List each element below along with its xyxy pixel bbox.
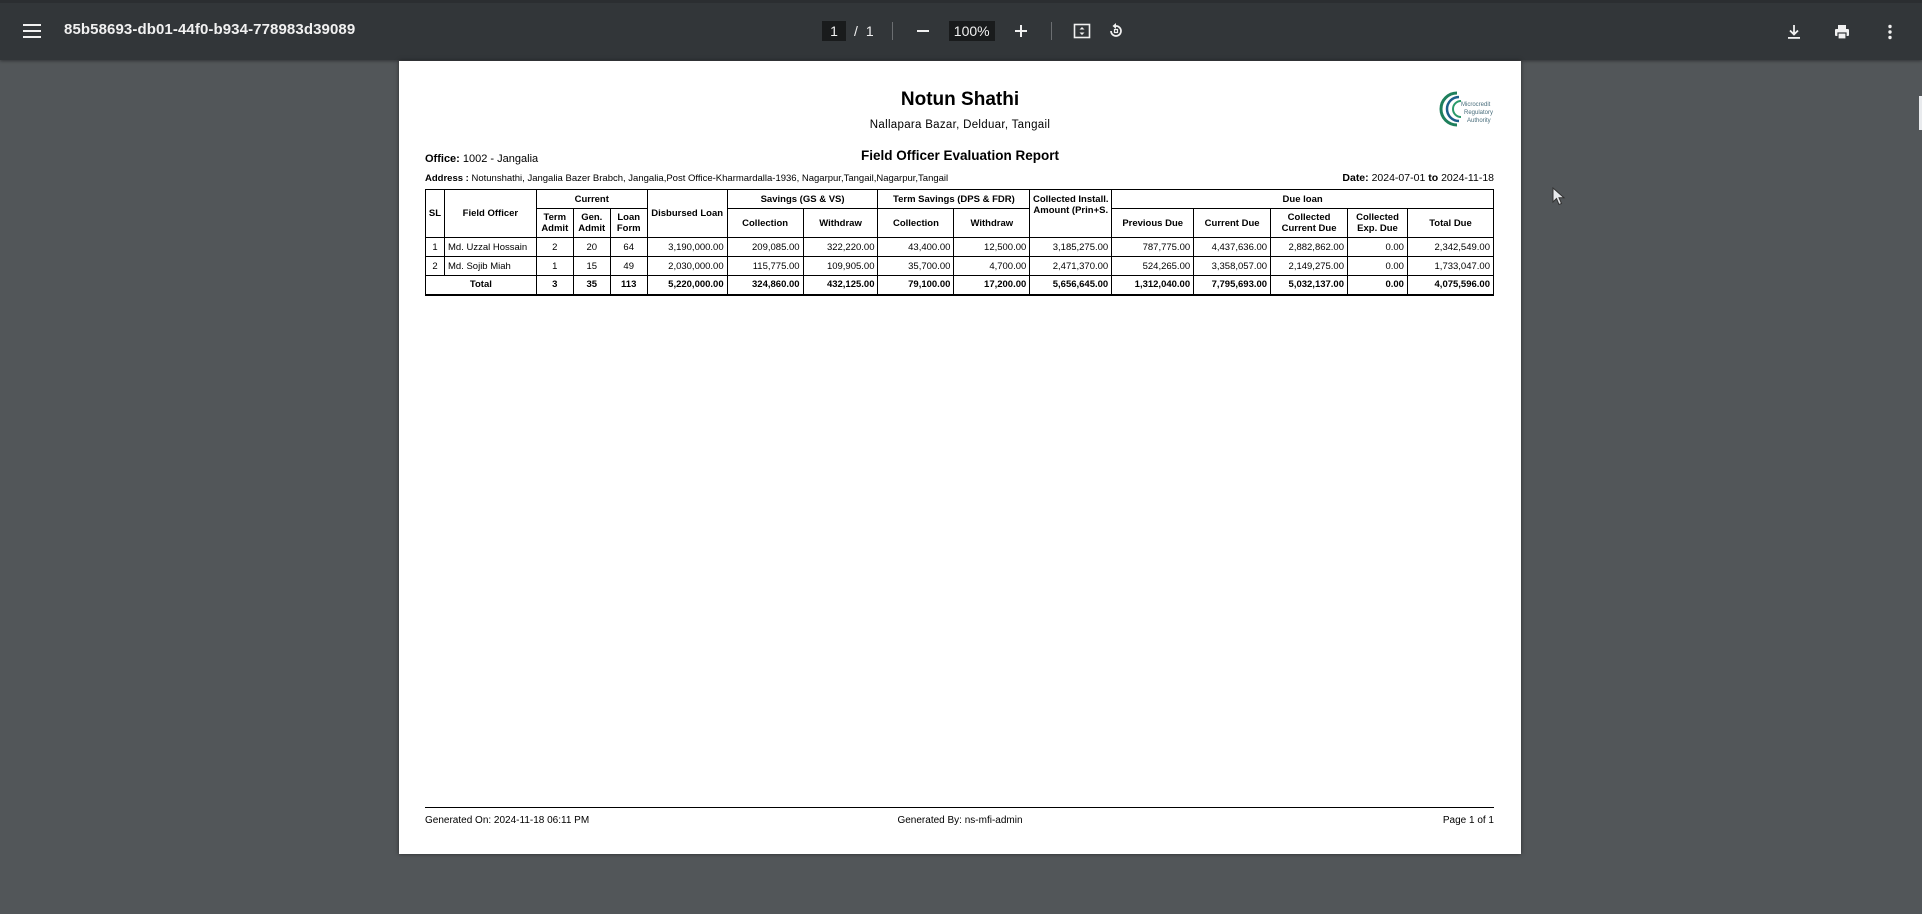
- header-total-due: Total Due: [1407, 209, 1493, 238]
- table-row: [426, 238, 1494, 257]
- mra-logo-icon: [1437, 87, 1495, 131]
- header-sl: SL: [426, 190, 445, 238]
- total-savings-collection: 324,860.00: [727, 276, 803, 295]
- header-savings-collection: Collection: [727, 209, 803, 238]
- cell-current-due: 4,437,636.00: [1194, 238, 1271, 257]
- header-savings: Savings (GS & VS): [727, 190, 878, 209]
- total-collected-current-due: 5,032,137.00: [1271, 276, 1348, 295]
- total-disbursed-loan: 5,220,000.00: [647, 276, 727, 295]
- total-previous-due: 1,312,040.00: [1112, 276, 1194, 295]
- page-total: 1: [865, 23, 874, 39]
- total-gen-admit: 35: [573, 276, 610, 295]
- cell-collected-current-due: 2,882,862.00: [1271, 238, 1348, 257]
- date-to: 2024-11-18: [1441, 172, 1494, 184]
- total-loan-form: 113: [610, 276, 647, 295]
- toolbar-right-controls: [1782, 20, 1902, 44]
- total-current-due: 7,795,693.00: [1194, 276, 1271, 295]
- cell-disbursed-loan: 3,190,000.00: [647, 238, 727, 257]
- generated-by: Generated By: ns-mfi-admin: [897, 815, 1023, 826]
- document-title: 85b58693-db01-44f0-b934-778983d39089: [64, 21, 356, 38]
- header-disbursed-loan: Disbursed Loan: [647, 190, 727, 238]
- cell-gen-admit: 15: [573, 257, 610, 276]
- total-collected-install: 5,656,645.00: [1030, 276, 1112, 295]
- evaluation-table: [425, 189, 1494, 296]
- cell-previous-due: 787,775.00: [1112, 238, 1194, 257]
- header-term-savings: Term Savings (DPS & FDR): [878, 190, 1030, 209]
- rotate-icon[interactable]: [1104, 19, 1128, 43]
- cell-term-admit: 2: [536, 238, 573, 257]
- header-previous-due: Previous Due: [1112, 209, 1194, 238]
- cell-savings-collection: 115,775.00: [727, 257, 803, 276]
- cell-collected-exp-due: 0.00: [1348, 257, 1408, 276]
- total-total-due: 4,075,596.00: [1407, 276, 1493, 295]
- logo-text-3: Authority: [1467, 118, 1491, 124]
- cell-savings-withdraw: 109,905.00: [803, 257, 878, 276]
- cell-total-due: 1,733,047.00: [1407, 257, 1493, 276]
- logo-text-1: Microcredit: [1461, 102, 1491, 108]
- cell-term-collection: 43,400.00: [878, 238, 954, 257]
- total-term-withdraw: 17,200.00: [954, 276, 1030, 295]
- cell-disbursed-loan: 2,030,000.00: [647, 257, 727, 276]
- cell-field-officer: Md. Uzzal Hossain: [444, 238, 536, 257]
- cell-field-officer: Md. Sojib Miah: [444, 257, 536, 276]
- organization-name: Notun Shathi: [900, 89, 1020, 110]
- cell-term-admit: 1: [536, 257, 573, 276]
- zoom-out-icon[interactable]: [911, 19, 935, 43]
- toolbar-center-controls: [822, 18, 1128, 44]
- cell-collected-exp-due: 0.00: [1348, 238, 1408, 257]
- header-savings-withdraw: Withdraw: [803, 209, 878, 238]
- toolbar-divider: [892, 22, 893, 40]
- cell-sl: 2: [426, 257, 445, 276]
- office-label: Office:: [425, 153, 460, 165]
- header-current: Current: [536, 190, 647, 209]
- page-number-input[interactable]: [822, 21, 846, 41]
- cell-total-due: 2,342,549.00: [1407, 238, 1493, 257]
- header-collected-exp-due: Collected Exp. Due: [1348, 209, 1408, 238]
- total-collected-exp-due: 0.00: [1348, 276, 1408, 295]
- address-label: Address :: [425, 173, 469, 184]
- cell-collected-current-due: 2,149,275.00: [1271, 257, 1348, 276]
- total-term-admit: 3: [536, 276, 573, 295]
- cell-loan-form: 49: [610, 257, 647, 276]
- cell-term-withdraw: 12,500.00: [954, 238, 1030, 257]
- total-row: [426, 276, 1494, 295]
- pdf-page: [399, 61, 1521, 854]
- office-info: [425, 153, 538, 165]
- report-title: Field Officer Evaluation Report: [860, 148, 1060, 163]
- page-separator: /: [854, 23, 858, 39]
- organization-address: Nallapara Bazar, Delduar, Tangail: [869, 119, 1051, 131]
- date-to-label: to: [1428, 172, 1439, 184]
- address-info: [425, 173, 948, 184]
- cell-sl: 1: [426, 238, 445, 257]
- logo-text-2: Regulatory: [1464, 110, 1494, 116]
- header-term-collection: Collection: [878, 209, 954, 238]
- print-icon[interactable]: [1830, 20, 1854, 44]
- footer-divider: [425, 807, 1494, 808]
- cell-collected-install: 2,471,370.00: [1030, 257, 1112, 276]
- cell-savings-withdraw: 322,220.00: [803, 238, 878, 257]
- cell-term-withdraw: 4,700.00: [954, 257, 1030, 276]
- header-current-due: Current Due: [1194, 209, 1271, 238]
- page-count: Page 1 of 1: [1442, 815, 1494, 826]
- cell-savings-collection: 209,085.00: [727, 238, 803, 257]
- address-value: Notunshathi, Jangalia Bazer Brabch, Jangalia,Post Office-Kharmardalla-1936, Nagarpur,Tangail,Nagarpur,Tangail: [471, 173, 949, 184]
- zoom-input[interactable]: [949, 21, 995, 41]
- total-savings-withdraw: 432,125.00: [803, 276, 878, 295]
- date-from: 2024-07-01: [1371, 172, 1426, 184]
- date-label: Date:: [1342, 172, 1369, 184]
- fit-page-icon[interactable]: [1070, 19, 1094, 43]
- office-value: 1002 - Jangalia: [462, 153, 539, 165]
- total-label: Total: [426, 276, 537, 295]
- generated-on: Generated On: 2024-11-18 06:11 PM: [425, 815, 590, 826]
- header-due-loan: Due loan: [1112, 190, 1494, 209]
- header-term-admit: Term Admit: [536, 209, 573, 238]
- date-range: [1342, 172, 1494, 184]
- menu-icon[interactable]: [20, 19, 44, 43]
- cell-gen-admit: 20: [573, 238, 610, 257]
- toolbar-divider: [1051, 22, 1052, 40]
- header-term-withdraw: Withdraw: [954, 209, 1030, 238]
- download-icon[interactable]: [1782, 20, 1806, 44]
- header-field-officer: Field Officer: [444, 190, 536, 238]
- total-term-collection: 79,100.00: [878, 276, 954, 295]
- mouse-cursor-icon: [1552, 187, 1568, 207]
- header-collected-current-due: Collected Current Due: [1271, 209, 1348, 238]
- cell-loan-form: 64: [610, 238, 647, 257]
- zoom-in-icon[interactable]: [1009, 19, 1033, 43]
- header-collected-install: Collected Install. Amount (Prin+S.: [1030, 190, 1112, 238]
- cell-current-due: 3,358,057.00: [1194, 257, 1271, 276]
- cell-previous-due: 524,265.00: [1112, 257, 1194, 276]
- more-icon[interactable]: [1878, 20, 1902, 44]
- header-gen-admit: Gen. Admit: [573, 209, 610, 238]
- cell-term-collection: 35,700.00: [878, 257, 954, 276]
- pdf-toolbar: [0, 0, 1922, 60]
- table-row: [426, 257, 1494, 276]
- header-loan-form: Loan Form: [610, 209, 647, 238]
- cell-collected-install: 3,185,275.00: [1030, 238, 1112, 257]
